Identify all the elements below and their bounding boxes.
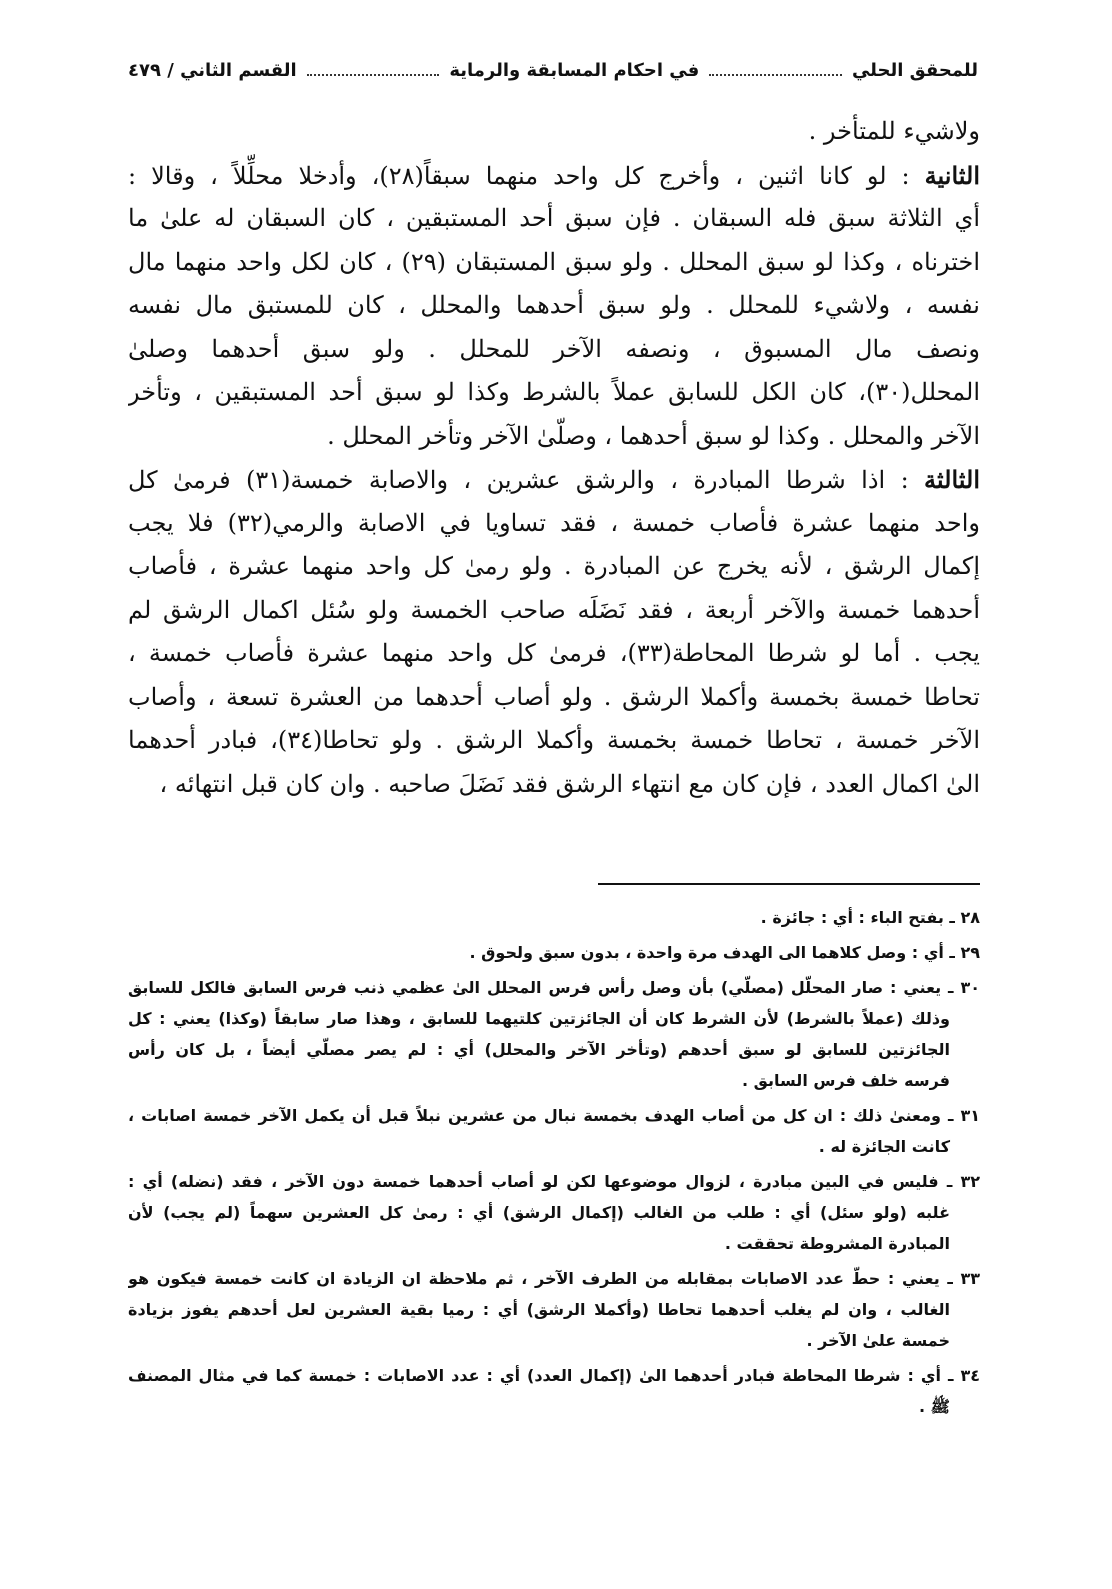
footnote-line: ﷺ . [919, 1397, 950, 1416]
header-dots [709, 64, 842, 76]
text-line: واحد منهما عشرة فأصاب خمسة ، فقد تساويا في الاصابة والرمي(٣٢) فلا يجب [128, 508, 980, 537]
header-chapter: في احكام المسابقة والرماية [449, 59, 700, 81]
footnote-divider [598, 883, 980, 885]
text-line: المحلل(٣٠)، كان الكل للسابق عملاً بالشرط وكذا لو سبق أحد المستبقين ، وتأخر [128, 378, 980, 406]
header-page-number: القسم الثاني / ٤٧٩ [128, 59, 297, 81]
footnote-line: ٢٨ ـ بفتح الباء : أي : جائزة . [760, 908, 980, 927]
footnote-line: ٢٩ ـ أي : وصل كلاهما الى الهدف مرة واحدة ، بدون سبق ولحوق . [469, 943, 980, 962]
footnote-line: ٣١ ـ ومعنىٰ ذلك : ان كل من أصاب الهدف بخمسة نبال من عشرين نبلاً قبل أن يكمل الآخر خمسة اصابات ، [128, 1106, 980, 1125]
footnote-line: ٣٤ ـ أي : شرطا المحاطة فبادر أحدهما الىٰ (إكمال العدد) أي : عدد الاصابات : خمسة كما في مثال المصنف [128, 1366, 980, 1385]
text-line: تحاطا خمسة بخمسة وأكملا الرشق . ولو أصاب أحدهما من العشرة تسعة ، وأصاب [128, 682, 980, 711]
text-line: الثالثة : اذا شرطا المبادرة ، والرشق عشرين ، والاصابة خمسة(٣١) فرمىٰ كل [128, 465, 980, 494]
text-line: ولاشيء للمتأخر . [808, 117, 980, 145]
running-header [128, 52, 978, 88]
text-line: اخترناه ، وكذا لو سبق المحلل . ولو سبق المستبقان (٢٩) ، كان لكل واحد منهما مال [128, 247, 980, 276]
footnote-line: الغالب ، وان لم يغلب أحدهما تحاطا (وأكملا الرشق) أي : رميا بقية العشرين لعل أحدهم يفوز بزيادة [128, 1300, 950, 1319]
section-heading: الثانية [924, 160, 980, 190]
footnote-line: ٣٣ ـ يعني : حطّ عدد الاصابات بمقابله من الطرف الآخر ، ثم ملاحظة ان الزيادة ان كانت خمسة فيكون هو [128, 1269, 980, 1288]
header-dots [307, 64, 440, 76]
footnote-line: كانت الجائزة له . [818, 1137, 950, 1156]
text-line: أي الثلاثة سبق فله السبقان . فإن سبق أحد المستبقين ، كان السبقان له علىٰ ما [128, 204, 980, 232]
text-line: الآخر والمحلل . وكذا لو سبق أحدهما ، وصلّىٰ الآخر وتأخر المحلل . [327, 421, 980, 450]
text-line: يجب . أما لو شرطا المحاطة(٣٣)، فرمىٰ كل واحد منهما عشرة فأصاب خمسة ، [128, 639, 980, 667]
footnote-line: الجائزتين للسابق لو سبق أحدهم (وتأخر الآخر والمحلل) أي : لم يصر مصلّي أيضاً ، بل كان رأس [128, 1040, 950, 1059]
section-heading: الثالثة [924, 465, 980, 494]
footnotes [128, 902, 980, 1426]
header-author: للمحقق الحلي [851, 59, 978, 81]
footnote-line: ٣٠ ـ يعني : صار المحلّل (مصلّي) بأن وصل رأس فرس المحلل الىٰ عظمي ذنب فرس السابق فالكل للسابق [128, 978, 980, 997]
text-line: الآخر خمسة ، تحاطا خمسة بخمسة وأكملا الرشق . ولو تحاطا(٣٤)، فبادر أحدهما [128, 726, 980, 754]
main-text [128, 110, 980, 806]
footnote-line: خمسة علىٰ الآخر . [806, 1331, 950, 1350]
text-line: نفسه ، ولاشيء للمحلل . ولو سبق أحدهما والمحلل ، كان للمستبق مال نفسه [128, 291, 980, 319]
footnote-line: فرسه خلف فرس السابق . [741, 1071, 950, 1090]
text-line: أحدهما خمسة والآخر أربعة ، فقد نَضَلَه صاحب الخمسة ولو سُئل اكمال الرشق لم [128, 595, 980, 624]
text-line: ونصف مال المسبوق ، ونصفه الآخر للمحلل . ولو سبق أحدهما وصلىٰ [128, 334, 980, 363]
text-line: الىٰ اكمال العدد ، فإن كان مع انتهاء الرشق فقد نَضَلَ صاحبه . وان كان قبل انتهائه ، [159, 769, 980, 798]
footnote-line: وذلك (عملاً بالشرط) لأن الشرط كان أن الجائزتين كلتيهما للسابق ، وهذا صار سابقاً (وكذا) يعني : كل [128, 1009, 950, 1028]
footnote-line: غلبه (ولو سئل) أي : طلب من الغالب (إكمال الرشق) أي : رمىٰ كل العشرين سهماً (لم يجب) لأن [128, 1203, 950, 1222]
text-line: الثانية : لو كانا اثنين ، وأخرج كل واحد منهما سبقاً(٢٨)، وأدخلا محلِّلاً ، وقالا : [128, 160, 980, 190]
text-line: إكمال الرشق ، لأنه يخرج عن المبادرة . ولو رمىٰ كل واحد منهما عشرة ، فأصاب [128, 552, 980, 580]
footnote-line: ٣٢ ـ فليس في البين مبادرة ، لزوال موضوعها لكن لو أصاب أحدهما خمسة دون الآخر ، فقد (نضله) أي : [128, 1172, 980, 1191]
footnote-line: المبادرة المشروطة تحققت . [724, 1234, 950, 1253]
